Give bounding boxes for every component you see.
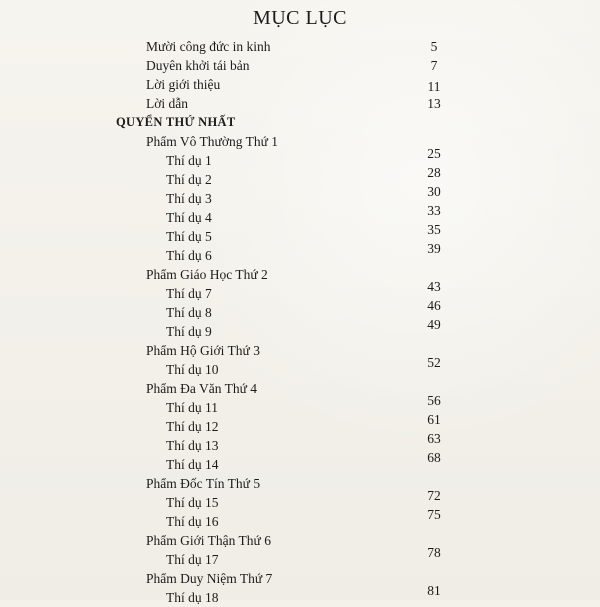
toc-item-entry [0, 545, 600, 569]
toc-chapter-heading [0, 569, 600, 588]
toc-page-number: 56 [427, 393, 441, 408]
toc-item-entry [0, 146, 600, 170]
toc-entry-label: Duyên khởi tái bản [146, 58, 250, 73]
toc-item-entry [0, 317, 600, 341]
toc-entry-label: Thí dụ 15 [166, 495, 219, 510]
toc-item-entry [0, 203, 600, 227]
toc-page-number: 33 [427, 203, 441, 218]
toc-page-number: 78 [427, 545, 441, 560]
toc-entry-label: Thí dụ 4 [166, 210, 212, 225]
toc-chapter-heading [0, 132, 600, 151]
toc-entry-label: Thí dụ 5 [166, 229, 212, 244]
toc-entry-label: Phẩm Đốc Tín Thứ 5 [146, 476, 261, 491]
toc-page-number: 61 [427, 412, 441, 427]
toc-entry-label: Lời giới thiệu [146, 77, 221, 92]
toc-item-entry [0, 507, 600, 531]
toc-chapter-heading [0, 474, 600, 493]
toc-entry-label: Mười công đức in kinh [146, 39, 271, 54]
toc-item-entry [0, 222, 600, 246]
toc-entry-label: Phẩm Hộ Giới Thứ 3 [146, 343, 260, 358]
toc-item-entry [0, 355, 600, 379]
toc-entry-label: Thí dụ 7 [166, 286, 212, 301]
toc-item-entry [0, 412, 600, 436]
toc-entry-label: Phẩm Vô Thường Thứ 1 [146, 134, 279, 149]
toc-page-number: 72 [427, 488, 441, 503]
toc-page-number: 75 [427, 507, 441, 522]
toc-entry-label: Thí dụ 16 [166, 514, 219, 529]
toc-page-number: 13 [427, 96, 441, 111]
toc-page-number: 52 [427, 355, 441, 370]
table-of-contents [0, 37, 600, 607]
toc-entry-label: Thí dụ 17 [166, 552, 219, 567]
toc-item-entry [0, 393, 600, 417]
page-title: MỤC LỤC [252, 7, 348, 29]
toc-page-number: 5 [430, 39, 438, 54]
toc-entry-label: Thí dụ 1 [166, 153, 212, 168]
toc-page-number: 46 [427, 298, 441, 313]
toc-page-number: 63 [427, 431, 441, 446]
toc-page-number: 30 [427, 184, 441, 199]
toc-entry-label: Thí dụ 2 [166, 172, 212, 187]
toc-item-entry [0, 583, 600, 607]
toc-chapter-heading [0, 379, 600, 398]
toc-front-matter-entry [0, 94, 600, 113]
toc-entry-label: Phẩm Giáo Học Thứ 2 [146, 267, 268, 282]
toc-page-number: 28 [427, 165, 441, 180]
toc-page-number: 7 [430, 58, 438, 73]
toc-front-matter-entry [0, 75, 600, 94]
toc-entry-label: Thí dụ 9 [166, 324, 212, 339]
toc-entry-label: Thí dụ 3 [166, 191, 212, 206]
toc-entry-label: Phẩm Duy Niệm Thứ 7 [146, 571, 273, 586]
toc-entry-label: Phẩm Giới Thận Thứ 6 [146, 533, 271, 548]
toc-part-heading [0, 113, 600, 132]
toc-front-matter-entry [0, 37, 600, 56]
toc-page-number: 39 [427, 241, 441, 256]
toc-page-number: 43 [427, 279, 441, 294]
toc-entry-label: Thí dụ 13 [166, 438, 219, 453]
toc-page-number: 49 [427, 317, 441, 332]
toc-item-entry [0, 241, 600, 265]
toc-entry-label: Thí dụ 10 [166, 362, 219, 377]
toc-entry-label: Thí dụ 14 [166, 457, 219, 472]
toc-item-entry [0, 184, 600, 208]
toc-page-number: 35 [427, 222, 441, 237]
toc-chapter-heading [0, 531, 600, 550]
toc-entry-label: Phẩm Đa Văn Thứ 4 [146, 381, 258, 396]
toc-page-number: 81 [427, 583, 441, 598]
toc-item-entry [0, 450, 600, 474]
toc-entry-label: Thí dụ 18 [166, 590, 219, 605]
toc-entry-label: Lời dẫn [146, 96, 189, 111]
toc-front-matter-entry [0, 56, 600, 75]
toc-page-number: 11 [427, 79, 441, 94]
toc-item-entry [0, 431, 600, 455]
toc-entry-label: Thí dụ 12 [166, 419, 219, 434]
toc-item-entry [0, 298, 600, 322]
toc-chapter-heading [0, 265, 600, 284]
toc-page-number: 25 [427, 146, 441, 161]
toc-page-number: 68 [427, 450, 441, 465]
toc-entry-label: QUYỂN THỨ NHẤT [116, 115, 236, 129]
toc-entry-label: Thí dụ 6 [166, 248, 212, 263]
toc-item-entry [0, 279, 600, 303]
toc-item-entry [0, 165, 600, 189]
toc-chapter-heading [0, 341, 600, 360]
toc-entry-label: Thí dụ 8 [166, 305, 212, 320]
toc-entry-label: Thí dụ 11 [166, 400, 218, 415]
toc-item-entry [0, 488, 600, 512]
